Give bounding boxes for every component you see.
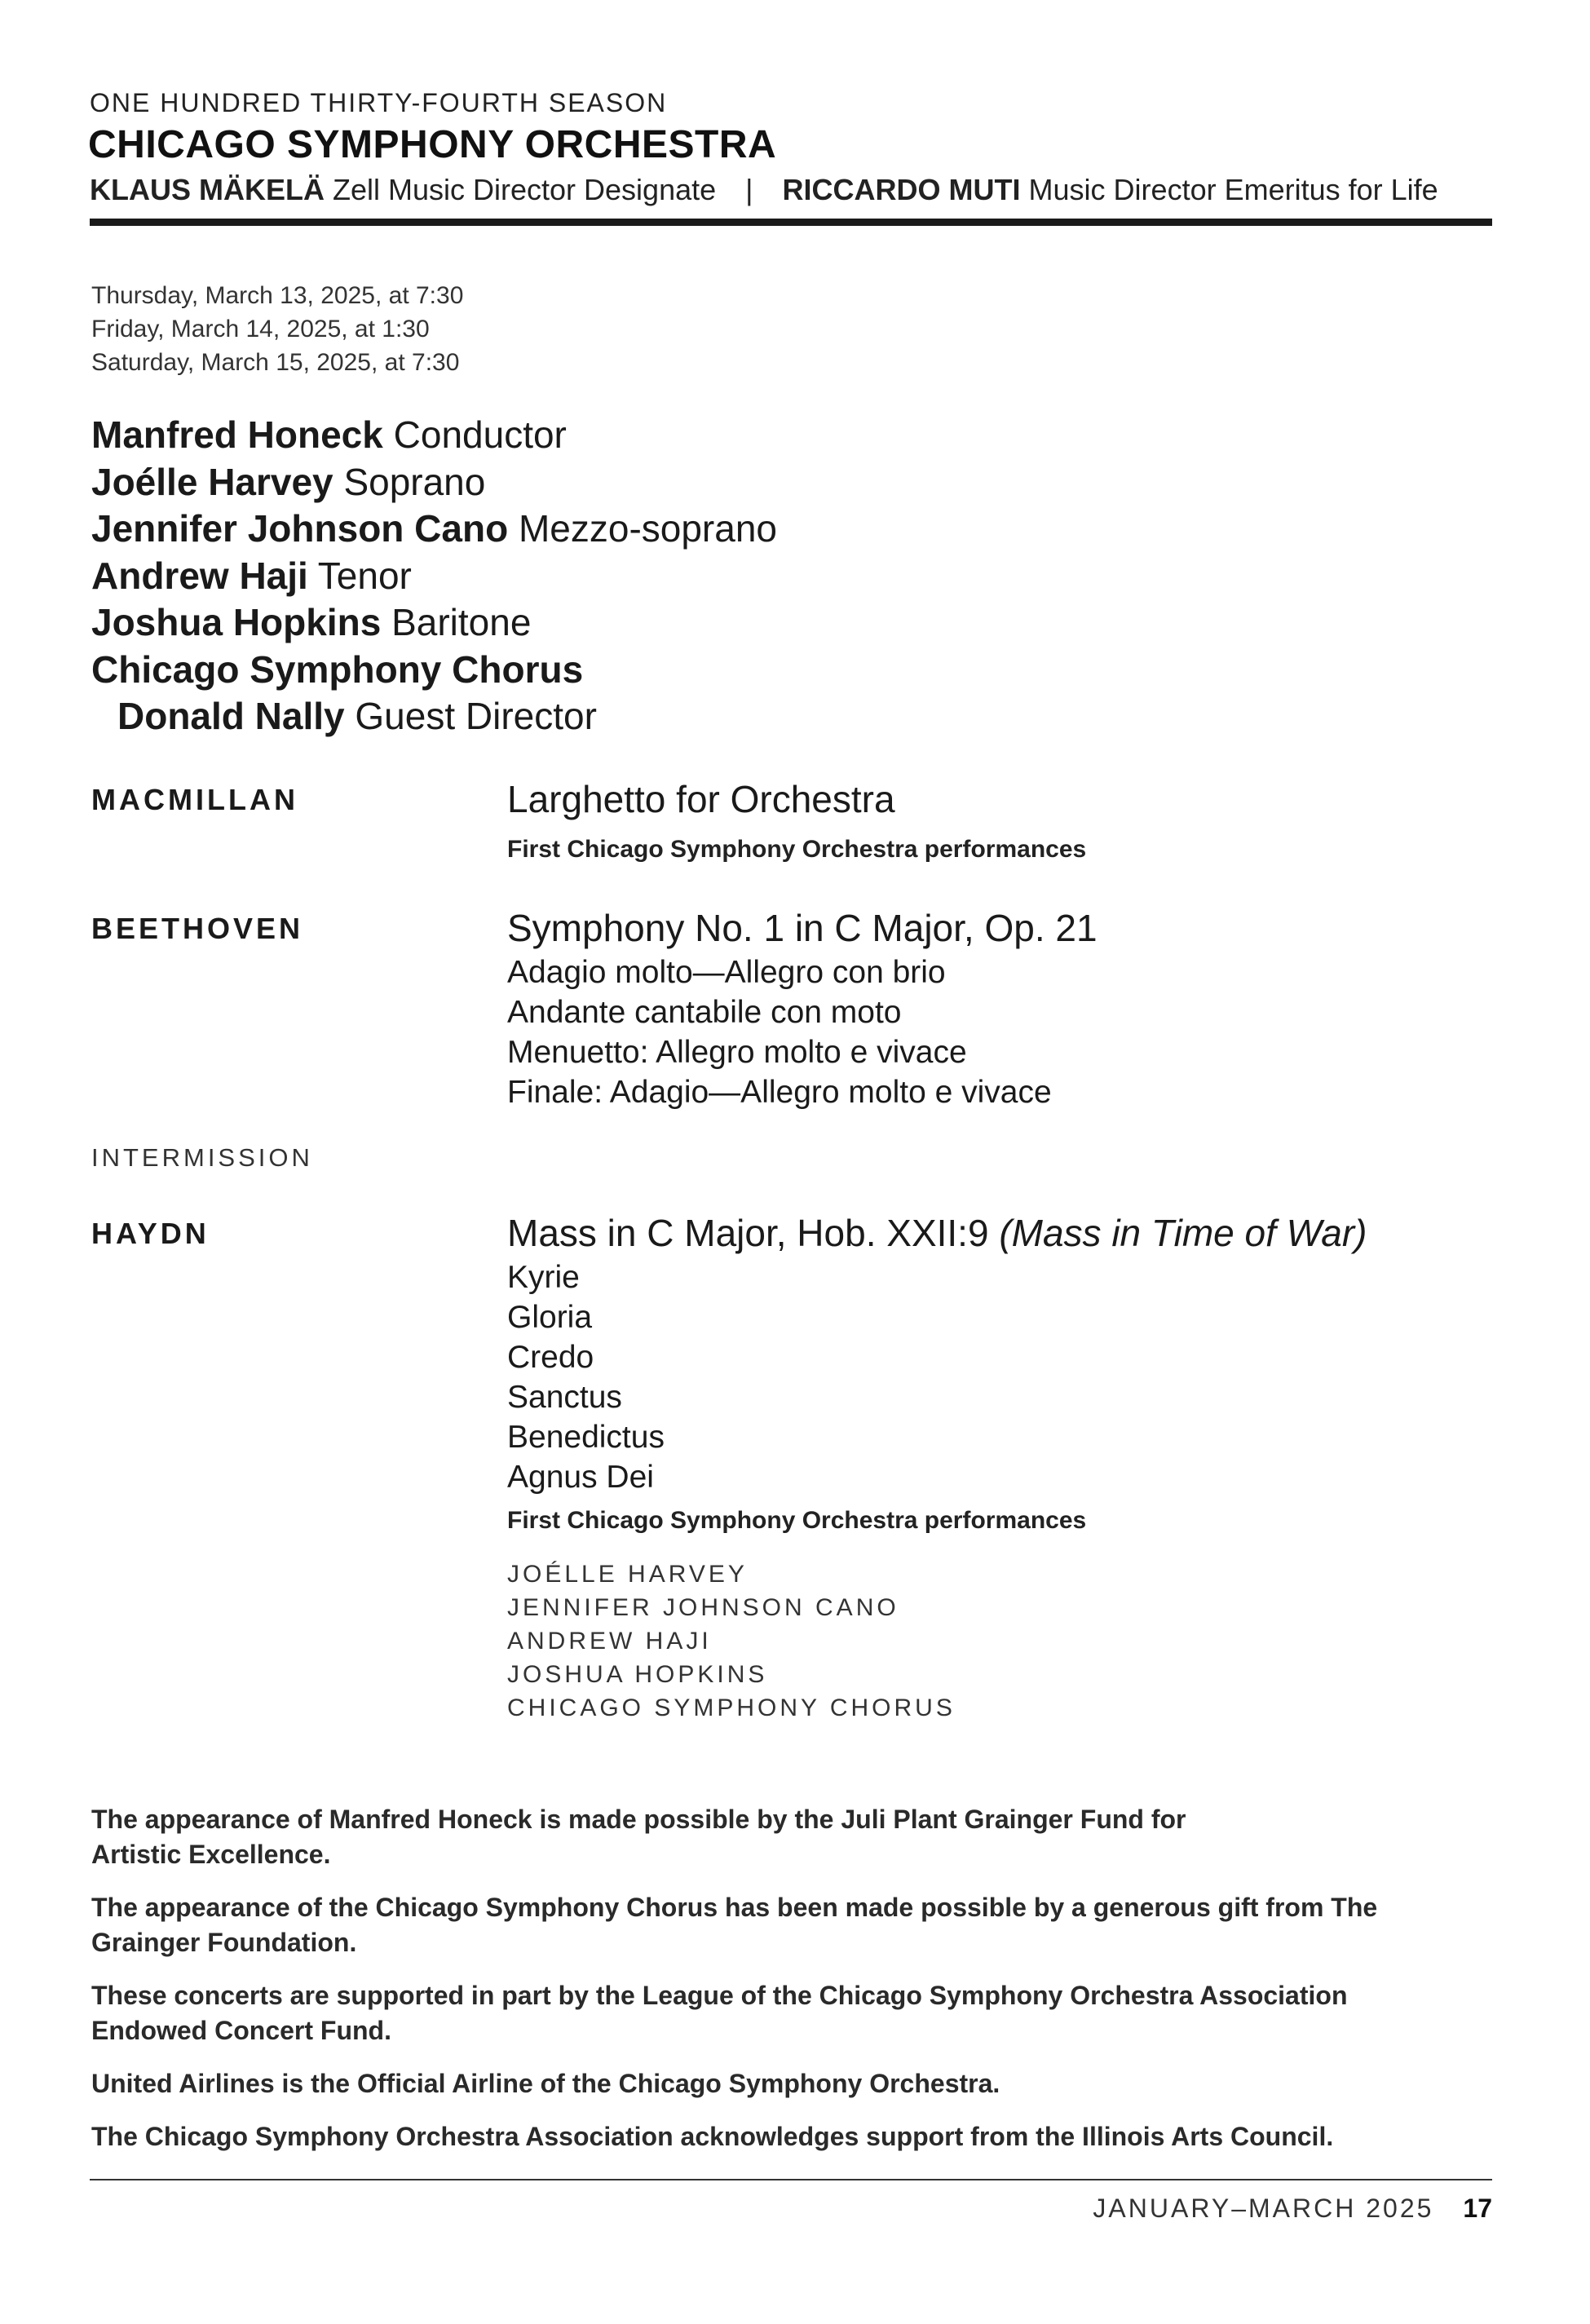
performer-role: Tenor (317, 554, 412, 597)
sponsor-credits (91, 1802, 1494, 2172)
work-title-line (507, 1208, 1367, 1257)
leader-title: Zell Music Director Designate (333, 173, 717, 206)
footer-period: JANUARY–MARCH 2025 (1093, 2194, 1434, 2223)
credit-line: United Airlines is the Official Airline of the Chicago Symphony Orchestra. (91, 2069, 1000, 2098)
performer-name: Joshua Hopkins (91, 601, 382, 643)
performer-row (91, 506, 777, 553)
composer-name: BEETHOVEN (91, 912, 304, 945)
credit-line: These concerts are supported in part by the League of the Chicago Symphony Orchestra Association Endowed Concert Fund. (91, 1981, 1348, 2045)
header-divider (90, 219, 1492, 226)
movement: Agnus Dei (507, 1460, 654, 1495)
leadership-line (90, 173, 1438, 207)
premiere-note: First Chicago Symphony Orchestra performances (507, 836, 1087, 863)
soloist: JOSHUA HOPKINS (507, 1661, 768, 1688)
soloist: JENNIFER JOHNSON CANO (507, 1594, 899, 1621)
performer-row (91, 693, 777, 740)
movement: Finale: Adagio—Allegro molto e vivace (507, 1075, 1052, 1110)
movement: Benedictus (507, 1420, 665, 1455)
intermission-label: INTERMISSION (91, 1143, 313, 1172)
premiere-note: First Chicago Symphony Orchestra performances (507, 1507, 1087, 1534)
concert-dates (91, 279, 463, 379)
performer-row (91, 647, 777, 694)
work-block (507, 904, 1098, 1112)
composer-name: MACMILLAN (91, 783, 298, 816)
performer-name: Andrew Haji (91, 554, 308, 597)
movement: Adagio molto—Allegro con brio (507, 955, 946, 990)
work-title: Symphony No. 1 in C Major, Op. 21 (507, 907, 1098, 949)
movement: Credo (507, 1340, 594, 1375)
page-number: 17 (1463, 2194, 1492, 2223)
performer-name: Manfred Honeck (91, 413, 383, 456)
soloist: ANDREW HAJI (507, 1628, 712, 1655)
work-block (507, 1208, 1367, 1497)
concert-date: Thursday, March 13, 2025, at 7:30 (91, 282, 464, 309)
performer-row (91, 459, 777, 506)
leader-title: Music Director Emeritus for Life (1028, 173, 1438, 206)
performer-name: Chicago Symphony Chorus (91, 647, 584, 691)
movement: Menuetto: Allegro molto e vivace (507, 1035, 967, 1070)
performer-role: Guest Director (355, 695, 597, 737)
performer-name: Jennifer Johnson Cano (91, 507, 509, 550)
soloist-list (507, 1557, 956, 1725)
soloist: JOÉLLE HARVEY (507, 1561, 748, 1588)
concert-date: Friday, March 14, 2025, at 1:30 (91, 316, 430, 342)
performer-name: Donald Nally (117, 695, 345, 737)
movement: Andante cantabile con moto (507, 995, 902, 1030)
performer-role: Baritone (391, 601, 532, 643)
composer-name: HAYDN (91, 1217, 210, 1250)
movement: Kyrie (507, 1260, 580, 1295)
credit-line: The appearance of the Chicago Symphony Chorus has been made possible by a generous gift from The Grainger Foundation. (91, 1893, 1378, 1957)
performer-role: Mezzo-soprano (518, 507, 777, 550)
work-subtitle: (Mass in Time of War) (999, 1212, 1367, 1254)
footer-divider (90, 2179, 1492, 2180)
concert-date: Saturday, March 15, 2025, at 7:30 (91, 349, 460, 376)
work-block (507, 775, 895, 824)
credit-line: The Chicago Symphony Orchestra Association acknowledges support from the Illinois Arts Council. (91, 2122, 1334, 2151)
leader-name: KLAUS MÄKELÄ (90, 173, 325, 206)
season-label: ONE HUNDRED THIRTY-FOURTH SEASON (90, 88, 668, 117)
performer-name: Joélle Harvey (91, 460, 333, 503)
performer-list (91, 412, 777, 740)
performer-role: Soprano (343, 460, 486, 503)
soloist: CHICAGO SYMPHONY CHORUS (507, 1694, 956, 1721)
movement: Sanctus (507, 1380, 622, 1415)
work-title: Mass in C Major, Hob. XXII:9 (507, 1212, 989, 1254)
performer-row (91, 553, 777, 600)
footer (1093, 2194, 1492, 2224)
credit-line: The appearance of Manfred Honeck is made possible by the Juli Plant Grainger Fund for Artistic Excellence. (91, 1805, 1186, 1869)
work-title: Larghetto for Orchestra (507, 778, 895, 820)
leader-name: RICCARDO MUTI (782, 173, 1021, 206)
leader-separator: | (745, 173, 753, 206)
performer-role: Conductor (393, 413, 567, 456)
orchestra-name: CHICAGO SYMPHONY ORCHESTRA (88, 123, 777, 166)
performer-row (91, 412, 777, 459)
movement: Gloria (507, 1300, 593, 1335)
performer-row (91, 599, 777, 647)
